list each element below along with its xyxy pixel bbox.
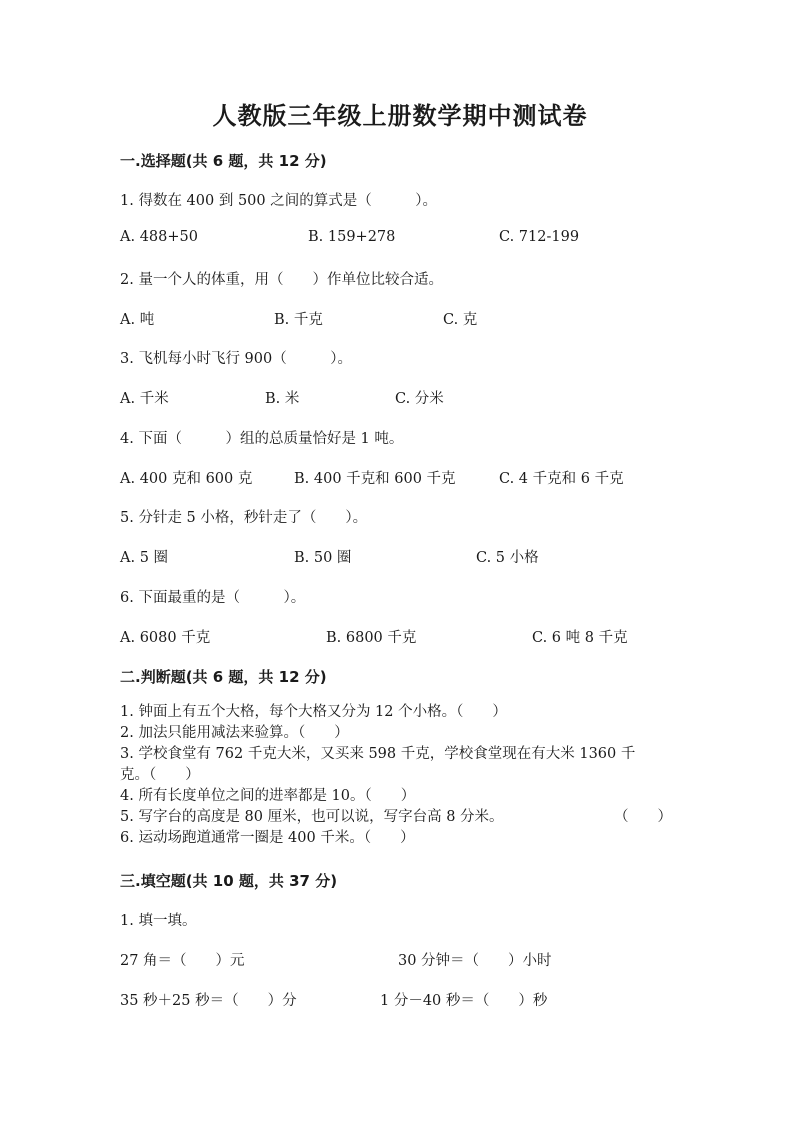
fill-item: 1 分－40 秒＝（ ）秒 <box>380 993 548 1009</box>
question-text: 1. 得数在 400 到 500 之间的算式是（ ）。 <box>120 193 437 209</box>
option-a: A. 400 克和 600 克 <box>120 471 253 487</box>
option-a: A. 千米 <box>120 391 169 407</box>
question-text: 4. 下面（ ）组的总质量恰好是 1 吨。 <box>120 431 404 447</box>
option-b: B. 400 千克和 600 千克 <box>294 471 456 487</box>
option-c: C. 4 千克和 6 千克 <box>499 471 624 487</box>
fill-item: 30 分钟＝（ ）小时 <box>398 953 552 969</box>
option-c: C. 6 吨 8 千克 <box>532 630 628 646</box>
section-heading-choice: 一.选择题(共 6 题，共 12 分) <box>120 152 327 170</box>
option-a: A. 6080 千克 <box>120 630 211 646</box>
question-text: 3. 飞机每小时飞行 900（ ）。 <box>120 351 352 367</box>
judge-item: 3. 学校食堂有 762 千克大米，又买来 598 千克，学校食堂现在有大米 1360 千 <box>120 746 636 762</box>
question-text: 5. 分针走 5 小格，秒针走了（ ）。 <box>120 510 368 526</box>
option-a: A. 5 圈 <box>120 550 169 566</box>
judge-item: 2. 加法只能用减法来验算。（ ） <box>120 725 349 741</box>
option-b: B. 159+278 <box>308 229 396 245</box>
option-c: C. 克 <box>443 312 478 328</box>
option-a: A. 488+50 <box>120 229 198 245</box>
question-text: 1. 填一填。 <box>120 913 197 929</box>
answer-paren: （ ） <box>614 809 672 825</box>
judge-item: 1. 钟面上有五个大格，每个大格又分为 12 个小格。（ ） <box>120 704 507 720</box>
judge-item: 5. 写字台的高度是 80 厘米，也可以说，写字台高 8 分米。 <box>120 809 504 825</box>
option-b: B. 50 圈 <box>294 550 352 566</box>
option-c: C. 712-199 <box>499 229 580 245</box>
option-b: B. 米 <box>265 391 300 407</box>
option-c: C. 分米 <box>395 391 444 407</box>
judge-item: 4. 所有长度单位之间的进率都是 10。（ ） <box>120 788 416 804</box>
option-b: B. 千克 <box>274 312 323 328</box>
fill-item: 35 秒＋25 秒＝（ ）分 <box>120 993 297 1009</box>
option-b: B. 6800 千克 <box>326 630 417 646</box>
question-text: 6. 下面最重的是（ ）。 <box>120 590 306 606</box>
judge-item-continued: 克。（ ） <box>120 767 200 783</box>
section-heading-judge: 二.判断题(共 6 题，共 12 分) <box>120 668 327 686</box>
fill-item: 27 角＝（ ）元 <box>120 953 245 969</box>
option-c: C. 5 小格 <box>476 550 539 566</box>
option-a: A. 吨 <box>120 312 155 328</box>
judge-item: 6. 运动场跑道通常一圈是 400 千米。（ ） <box>120 830 415 846</box>
question-text: 2. 量一个人的体重，用（ ）作单位比较合适。 <box>120 272 443 288</box>
page-title: 人教版三年级上册数学期中测试卷 <box>212 102 588 130</box>
section-heading-fill: 三.填空题(共 10 题，共 37 分) <box>120 872 338 890</box>
